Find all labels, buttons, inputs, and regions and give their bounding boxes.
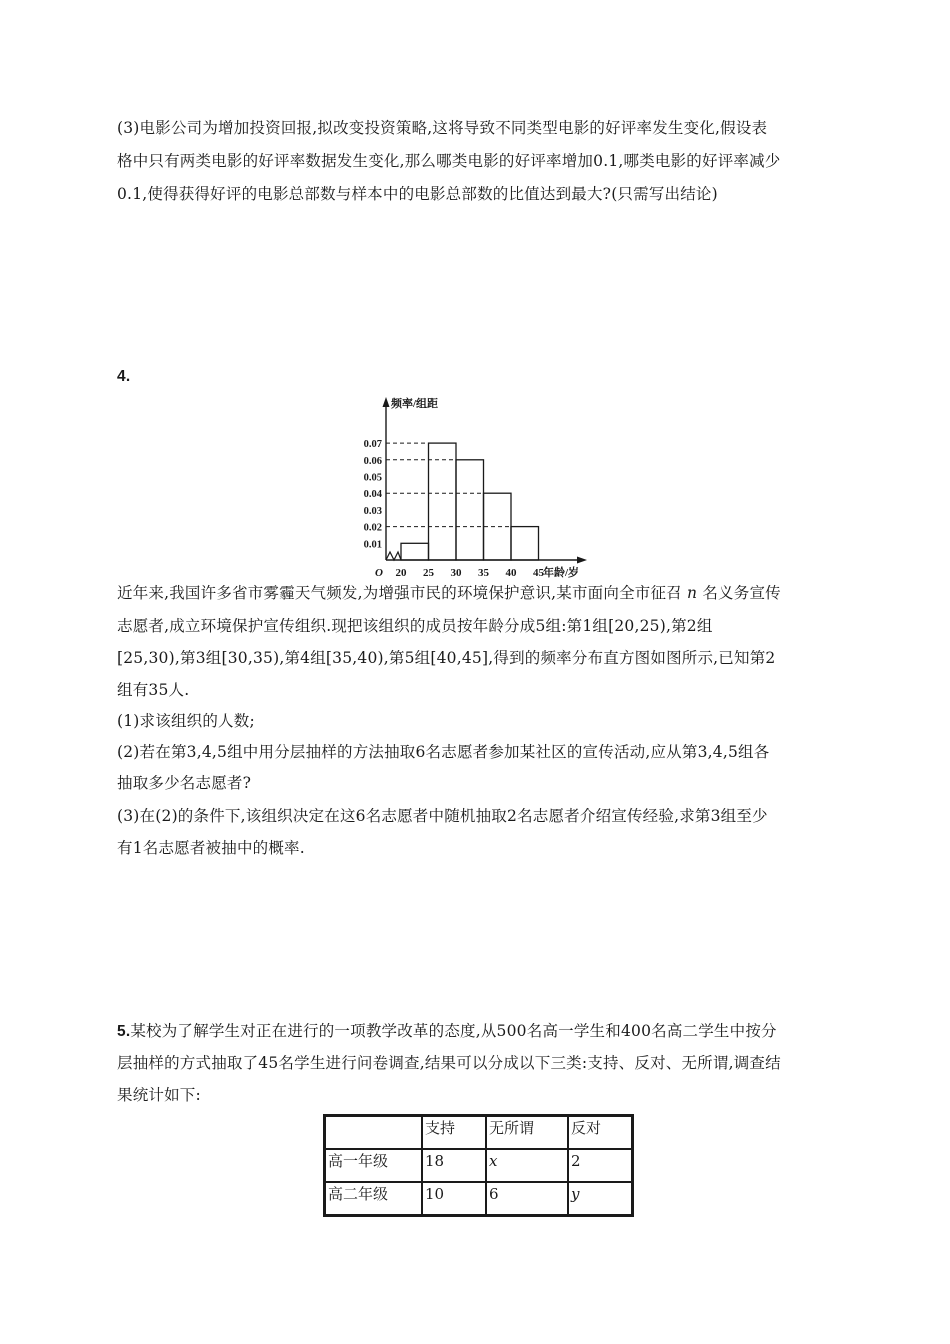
q4-part1: (1)求该组织的人数;: [117, 712, 255, 730]
table-cell: 高一年级: [325, 1149, 423, 1182]
q3-part3-line-1: (3)电影公司为增加投资回报,拟改变投资策略,这将导致不同类型电影的好评率发生变化,假设表: [117, 119, 768, 137]
q4-line-3: [25,30),第3组[30,35),第4组[35,40),第5组[40,45],得到的频率分布直方图如图所示,已知第2: [117, 649, 776, 667]
x-tick-label: 35: [478, 567, 489, 579]
q4-line-4: 组有35人.: [117, 681, 190, 699]
y-axis-label: 频率/组距: [391, 398, 439, 410]
table-header-row: [325, 1116, 633, 1150]
q5-line-2: 层抽样的方式抽取了45名学生进行问卷调查,结果可以分成以下三类:支持、反对、无所谓,调查结: [117, 1054, 781, 1072]
y-tick-label: 0.07: [363, 439, 382, 451]
histogram-bar: [429, 443, 457, 560]
axis-break: [386, 552, 401, 560]
q4-var-n: n: [687, 584, 698, 602]
x-axis-label: 年龄/岁: [543, 567, 580, 579]
q5-line-1: [117, 1021, 777, 1042]
q4-line-1: [117, 583, 781, 603]
y-tick-label: 0.06: [363, 455, 382, 467]
q5-line-3: 果统计如下:: [117, 1086, 201, 1104]
x-tick-label: 45: [533, 567, 544, 579]
y-axis-arrow: [383, 397, 390, 407]
q5-line-1-text: 某校为了解学生对正在进行的一项教学改革的态度,从500名高一学生和400名高二学生中按分: [130, 1022, 777, 1040]
table-cell: 10: [422, 1182, 486, 1216]
table-header-cell: 无所谓: [486, 1116, 568, 1150]
histogram-bar: [401, 543, 429, 560]
q4-part3-line-1: (3)在(2)的条件下,该组织决定在这6名志愿者中随机抽取2名志愿者介绍宣传经验,求第3组至少: [117, 807, 768, 825]
table-header-cell: 支持: [422, 1116, 486, 1150]
table-cell: 6: [486, 1182, 568, 1216]
q3-part3-line-3: 0.1,使得获得好评的电影总部数与样本中的电影总部数的比值达到最大?(只需写出结论): [117, 185, 718, 203]
q4-line-1-text: 近年来,我国许多省市雾霾天气频发,为增强市民的环境保护意识,某市面向全市征召: [117, 584, 682, 602]
table-cell: 18: [422, 1149, 486, 1182]
q4-number: 4.: [117, 368, 131, 385]
table-row: [325, 1182, 633, 1216]
y-tick-label: 0.05: [363, 472, 382, 484]
x-tick-label: 20: [395, 567, 407, 579]
table-cell: x: [486, 1149, 568, 1182]
y-tick-label: 0.02: [363, 522, 382, 534]
y-tick-label: 0.01: [363, 539, 382, 551]
q4-part3-line-2: 有1名志愿者被抽中的概率.: [117, 839, 305, 857]
table-header-cell: [325, 1116, 423, 1150]
origin-label: O: [375, 567, 383, 579]
x-tick-label: 25: [423, 567, 434, 579]
q4-line-2: 志愿者,成立环境保护宣传组织.现把该组织的成员按年龄分成5组:第1组[20,25),第2组: [117, 617, 713, 635]
q3-part3-line-2: 格中只有两类电影的好评率数据发生变化,那么哪类电影的好评率增加0.1,哪类电影的好评率减少: [117, 152, 781, 170]
table-cell: 高二年级: [325, 1182, 423, 1216]
table-cell: 2: [568, 1149, 633, 1182]
table-row: [325, 1149, 633, 1182]
y-tick-label: 0.04: [363, 489, 382, 501]
y-tick-label: 0.03: [363, 505, 382, 517]
q5-number: 5.: [117, 1023, 131, 1040]
x-tick-label: 40: [505, 567, 517, 579]
table-header-cell: 反对: [568, 1116, 633, 1150]
histogram-bar: [511, 527, 539, 560]
x-tick-label: 30: [450, 567, 462, 579]
q4-part2-line-1: (2)若在第3,4,5组中用分层抽样的方法抽取6名志愿者参加某社区的宣传活动,应从第3,4,5组各: [117, 743, 770, 761]
table-cell: y: [568, 1182, 633, 1216]
q4-part2-line-2: 抽取多少名志愿者?: [117, 774, 252, 792]
histogram-bar: [456, 460, 484, 560]
q4-line-1-tail: 名义务宣传: [702, 584, 781, 602]
x-axis-arrow: [577, 557, 587, 564]
survey-table: [323, 1114, 634, 1217]
histogram: [355, 392, 595, 582]
